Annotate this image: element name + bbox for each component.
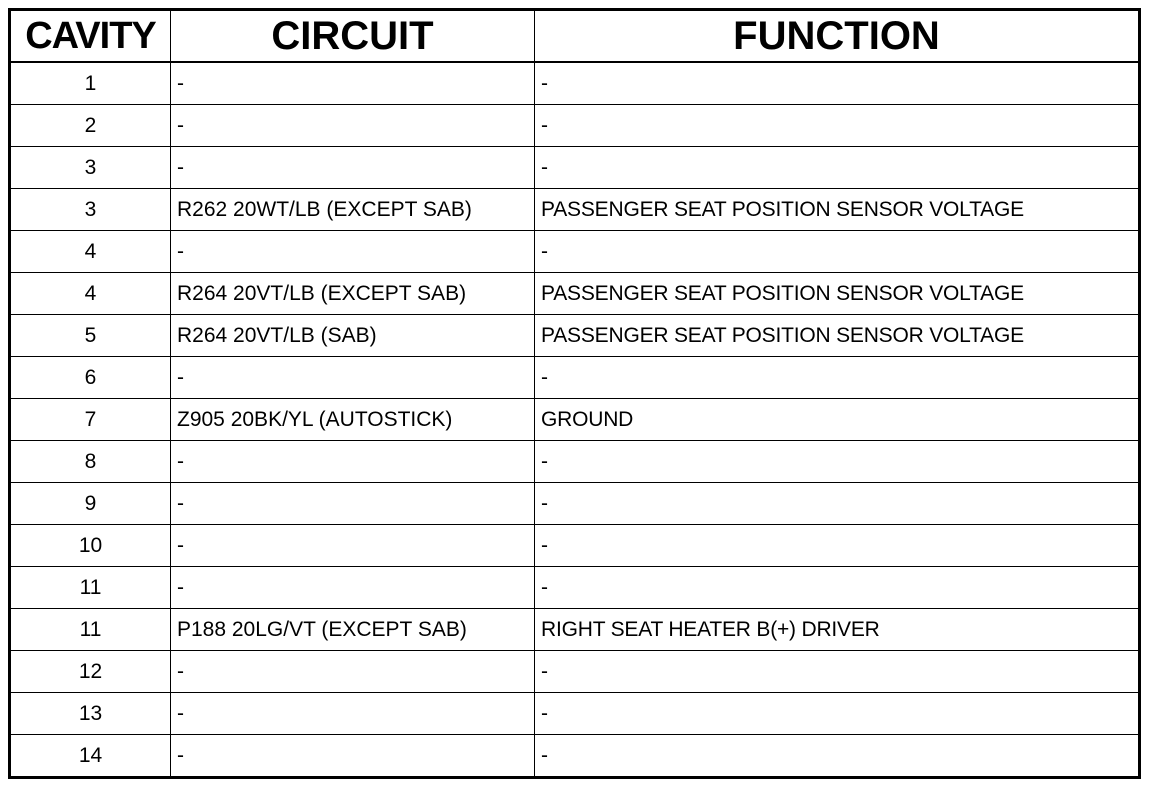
cavity-cell: 3 (10, 147, 171, 189)
circuit-cell: - (171, 147, 535, 189)
cavity-cell: 4 (10, 231, 171, 273)
table-row (10, 147, 1140, 189)
circuit-cell: - (171, 735, 535, 778)
table-row (10, 441, 1140, 483)
cavity-cell: 4 (10, 273, 171, 315)
circuit-cell: R264 20VT/LB (SAB) (171, 315, 535, 357)
function-cell: PASSENGER SEAT POSITION SENSOR VOLTAGE (535, 273, 1140, 315)
cavity-cell: 5 (10, 315, 171, 357)
circuit-cell: - (171, 231, 535, 273)
cavity-cell: 1 (10, 62, 171, 105)
function-cell: - (535, 735, 1140, 778)
circuit-cell: - (171, 483, 535, 525)
circuit-cell: Z905 20BK/YL (AUTOSTICK) (171, 399, 535, 441)
cavity-cell: 13 (10, 693, 171, 735)
cavity-cell: 7 (10, 399, 171, 441)
cavity-cell: 11 (10, 567, 171, 609)
function-cell: - (535, 147, 1140, 189)
function-cell: - (535, 62, 1140, 105)
header-cavity: CAVITY (10, 10, 171, 63)
function-cell: - (535, 483, 1140, 525)
function-cell: - (535, 105, 1140, 147)
function-cell: - (535, 651, 1140, 693)
circuit-cell: P188 20LG/VT (EXCEPT SAB) (171, 609, 535, 651)
header-row (10, 10, 1140, 63)
table-row (10, 189, 1140, 231)
function-cell: - (535, 357, 1140, 399)
table-row (10, 609, 1140, 651)
cavity-cell: 6 (10, 357, 171, 399)
cavity-cell: 8 (10, 441, 171, 483)
connector-pinout-table (8, 8, 1141, 779)
function-cell: - (535, 693, 1140, 735)
cavity-cell: 10 (10, 525, 171, 567)
table-body (10, 62, 1140, 778)
table-row (10, 105, 1140, 147)
table-header (10, 10, 1140, 63)
table-row (10, 357, 1140, 399)
circuit-cell: - (171, 441, 535, 483)
cavity-cell: 9 (10, 483, 171, 525)
header-function: FUNCTION (535, 10, 1140, 63)
header-circuit: CIRCUIT (171, 10, 535, 63)
table-row (10, 399, 1140, 441)
circuit-cell: - (171, 651, 535, 693)
function-cell: GROUND (535, 399, 1140, 441)
table-row (10, 231, 1140, 273)
circuit-cell: - (171, 62, 535, 105)
circuit-cell: - (171, 525, 535, 567)
cavity-cell: 12 (10, 651, 171, 693)
table-row (10, 735, 1140, 778)
function-cell: - (535, 567, 1140, 609)
table-row (10, 693, 1140, 735)
circuit-cell: - (171, 357, 535, 399)
cavity-cell: 2 (10, 105, 171, 147)
circuit-cell: R262 20WT/LB (EXCEPT SAB) (171, 189, 535, 231)
table-row (10, 273, 1140, 315)
cavity-cell: 3 (10, 189, 171, 231)
circuit-cell: - (171, 693, 535, 735)
table-row (10, 651, 1140, 693)
function-cell: PASSENGER SEAT POSITION SENSOR VOLTAGE (535, 189, 1140, 231)
cavity-cell: 11 (10, 609, 171, 651)
function-cell: - (535, 231, 1140, 273)
table-row (10, 567, 1140, 609)
table-row (10, 525, 1140, 567)
circuit-cell: - (171, 105, 535, 147)
cavity-cell: 14 (10, 735, 171, 778)
function-cell: - (535, 525, 1140, 567)
function-cell: PASSENGER SEAT POSITION SENSOR VOLTAGE (535, 315, 1140, 357)
table-row (10, 483, 1140, 525)
function-cell: - (535, 441, 1140, 483)
table-row (10, 315, 1140, 357)
circuit-cell: R264 20VT/LB (EXCEPT SAB) (171, 273, 535, 315)
circuit-cell: - (171, 567, 535, 609)
table-row (10, 62, 1140, 105)
function-cell: RIGHT SEAT HEATER B(+) DRIVER (535, 609, 1140, 651)
